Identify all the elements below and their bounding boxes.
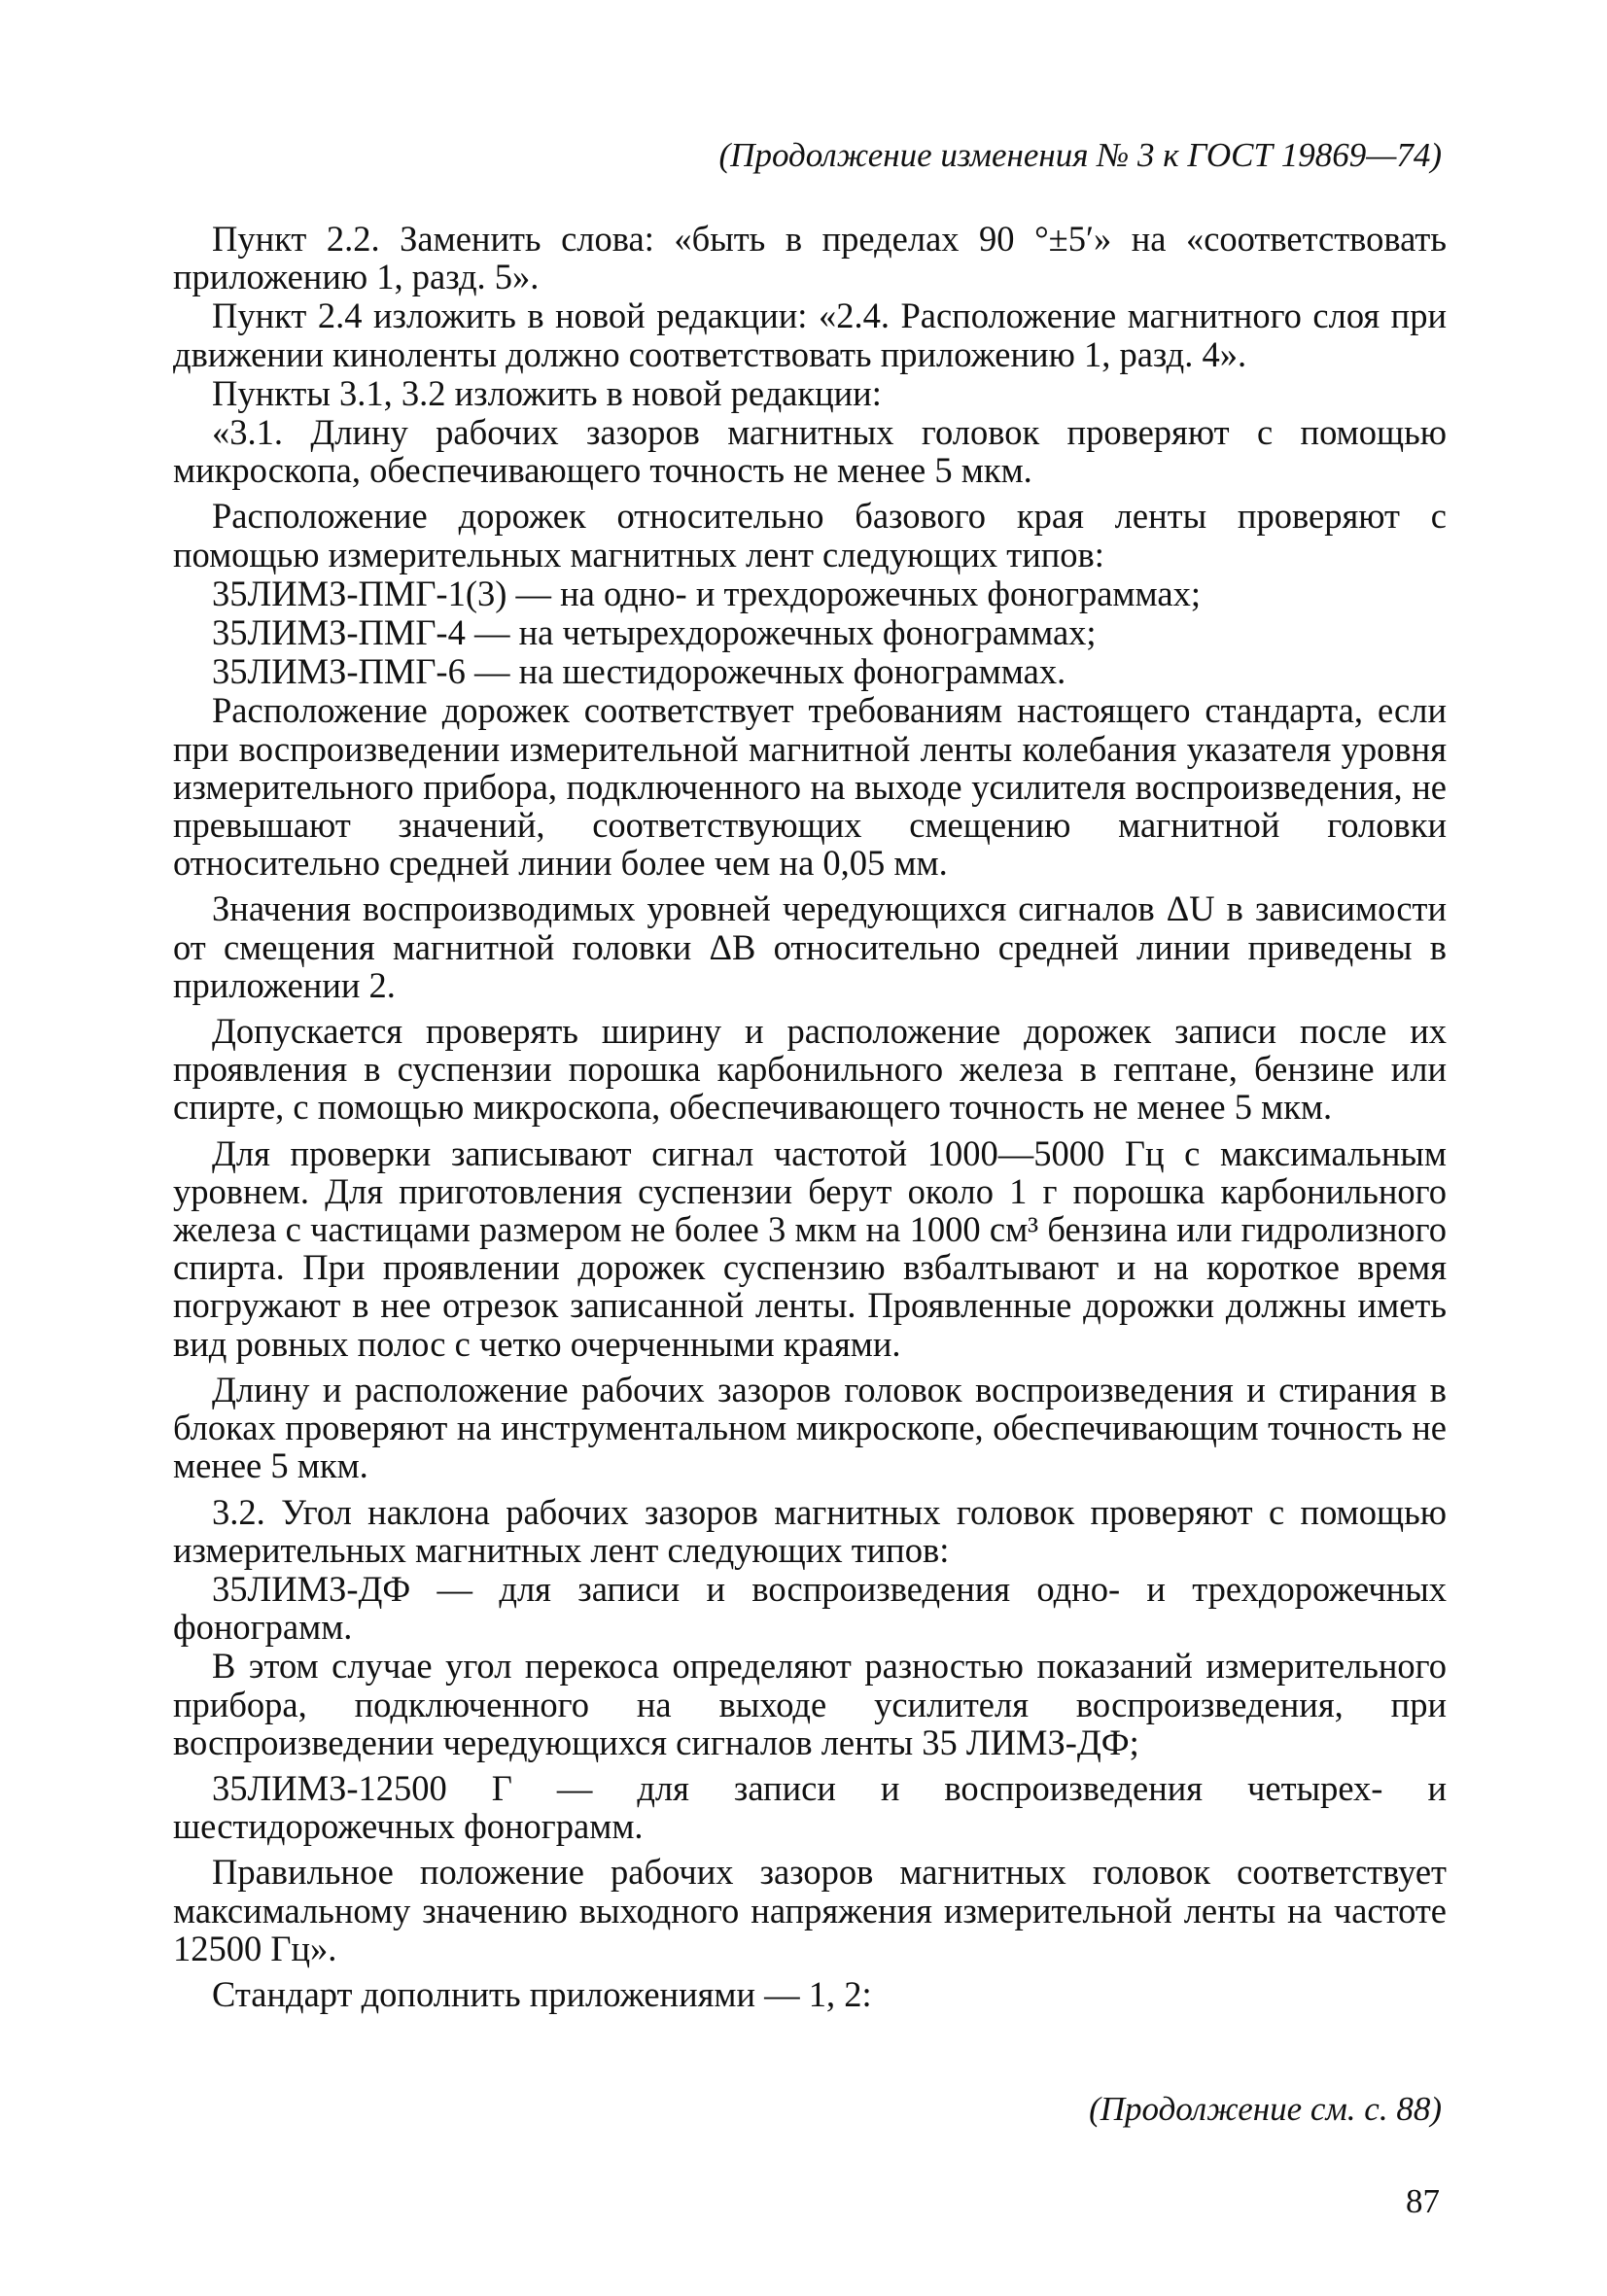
body-text bbox=[173, 220, 1447, 2014]
paragraph-4: «3.1. Длину рабочих зазоров магнитных головок проверяют с помощью микроскопа, обеспечивающего точность не менее 5 мкм. bbox=[173, 412, 1447, 491]
paragraph-9: Расположение дорожек соответствует требованиям настоящего стандарта, если при воспроизведении измерительной магнитной ленты колебания указателя уровня измерительного прибора, подключенного на выходе усилителя воспроизведения, не превышают значений, соответствующих смещению магнитной головки относительно средней линии более чем на 0,05 мм. bbox=[173, 690, 1447, 884]
paragraph-19: Стандарт дополнить приложениями — 1, 2: bbox=[212, 1973, 872, 2014]
paragraph-11: Допускается проверять ширину и расположение дорожек записи после их проявления в суспензии порошка карбонильного железа в гептане, бензине или спирте, с помощью микроскопа, обеспечивающего точность не менее 5 мкм. bbox=[173, 1011, 1447, 1128]
paragraph-18: Правильное положение рабочих зазоров магнитных головок соответствует максимальному значению выходного напряжения измерительной ленты на частоте 12500 Гц». bbox=[173, 1852, 1447, 1968]
paragraph-12: Для проверки записывают сигнал частотой 1000—5000 Гц с максимальным уровнем. Для приготовления суспензии берут около 1 г порошка карбонильного железа с частицами размером не более 3 мкм на 1000 см³ бензина или гидролизного спирта. При проявлении дорожек суспензию взбалтывают и на короткое время погружают в нее отрезок записанной ленты. Проявленные дорожки должны иметь вид ровных полос с четко очерченными краями. bbox=[173, 1132, 1447, 1364]
tape-type-2: 35ЛИМЗ-ПМГ-4 — на четырехдорожечных фонограммах; bbox=[212, 612, 1097, 653]
paragraph-10: Значения воспроизводимых уровней чередующихся сигналов ΔU в зависимости от смещения магнитной головки ΔB относительно средней линии приведены в приложении 2. bbox=[173, 888, 1447, 1005]
tape-type-3: 35ЛИМЗ-ПМГ-6 — на шестидорожечных фонограммах. bbox=[212, 651, 1066, 692]
paragraph-17: 35ЛИМЗ-12500 Г — для записи и воспроизведения четырех- и шестидорожечных фонограмм. bbox=[173, 1767, 1447, 1847]
paragraph-5: Расположение дорожек относительно базового края ленты проверяют с помощью измерительных магнитных лент следующих типов: bbox=[173, 496, 1447, 574]
paragraph-2: Пункт 2.4 изложить в новой редакции: «2.4. Расположение магнитного слоя при движении киноленты должно соответствовать приложению 1, разд. 4». bbox=[173, 296, 1447, 374]
continuation-note: (Продолжение см. с. 88) bbox=[1089, 2090, 1442, 2128]
paragraph-1: Пункт 2.2. Заменить слова: «быть в пределах 90 °±5′» на «соответствовать приложению 1, разд. 5». bbox=[173, 219, 1447, 297]
paragraph-3: Пункты 3.1, 3.2 изложить в новой редакции: bbox=[212, 372, 882, 413]
paragraph-13: Длину и расположение рабочих зазоров головок воспроизведения и стирания в блоках проверяют на инструментальном микроскопе, обеспечивающим точность не менее 5 мкм. bbox=[173, 1369, 1447, 1486]
paragraph-16: В этом случае угол перекоса определяют разностью показаний измерительного прибора, подключенного на выходе усилителя воспроизведения, при воспроизведении чередующихся сигналов ленты 35 ЛИМЗ-ДФ; bbox=[173, 1646, 1447, 1762]
paragraph-15: 35ЛИМЗ-ДФ — для записи и воспроизведения одно- и трехдорожечных фонограмм. bbox=[173, 1568, 1447, 1648]
tape-type-1: 35ЛИМЗ-ПМГ-1(3) — на одно- и трехдорожечных фонограммах; bbox=[212, 573, 1201, 613]
running-header: (Продолжение изменения № 3 к ГОСТ 19869—74) bbox=[718, 136, 1442, 174]
page-number: 87 bbox=[1406, 2182, 1440, 2220]
paragraph-14: 3.2. Угол наклона рабочих зазоров магнитных головок проверяют с помощью измерительных магнитных лент следующих типов: bbox=[173, 1491, 1447, 1570]
